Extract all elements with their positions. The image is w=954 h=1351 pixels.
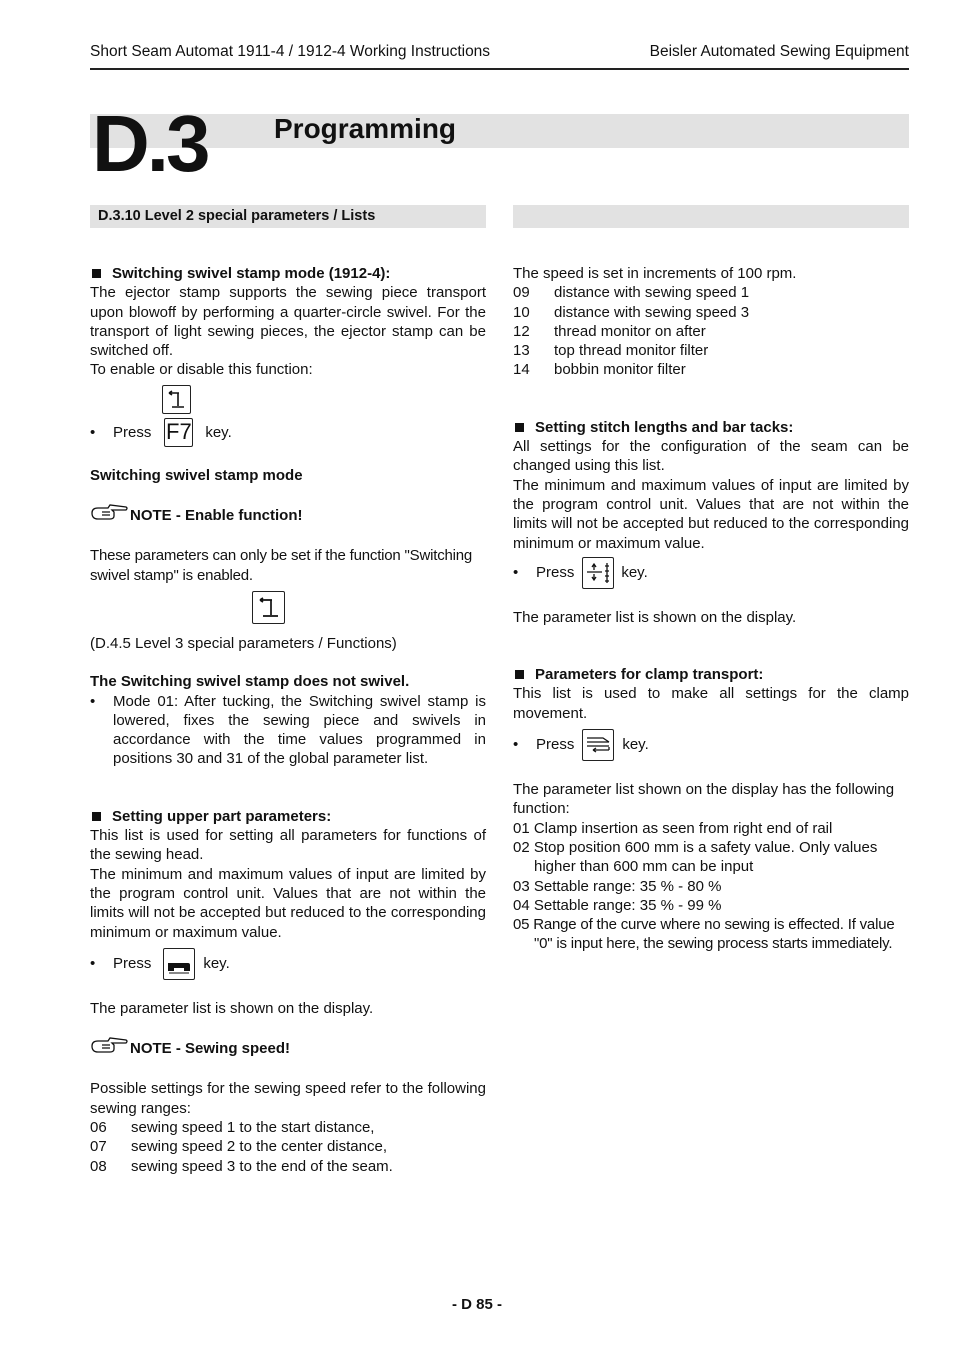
upper-heading: Setting upper part parameters: <box>90 807 486 826</box>
press-clamp-row <box>513 729 909 761</box>
note2-title: NOTE - Sewing speed! <box>130 1040 291 1058</box>
press-label: Press <box>113 423 152 441</box>
page-number: - D 85 - <box>451 1296 502 1313</box>
stitch-heading: Setting stitch lengths and bar tacks: <box>513 418 909 437</box>
list-item: 09 distance with sewing speed 1 <box>513 284 750 302</box>
list-item: 12 thread monitor on after <box>513 322 706 340</box>
note1-title: NOTE - Enable function! <box>130 507 303 525</box>
swivel-paragraph: The ejector stamp supports the sewing piece transport upon blowoff by performing a quarter-circle swivel. For the transport of light sewing pieces, the ejector stamp can be switched off. <box>90 284 486 360</box>
list-item: 08 sewing speed 3 to the end of the seam. <box>90 1157 393 1175</box>
press-label: Press <box>536 564 575 582</box>
key-label: key. <box>203 955 230 973</box>
header-rule <box>90 68 909 70</box>
key-label: key. <box>622 736 649 754</box>
pointing-hand-icon <box>90 1037 130 1060</box>
stitch-paragraph-1: All settings for the configuration of the seam can be changed using this list. <box>513 438 909 475</box>
press-upper-row <box>90 948 486 980</box>
section-band-right <box>513 205 909 228</box>
enable-text: To enable or disable this function: <box>90 361 313 379</box>
list-item: 06 sewing speed 1 to the start distance, <box>90 1119 375 1137</box>
stitch-shown-text: The parameter list is shown on the display. <box>513 608 797 626</box>
list-item: 05 Range of the curve where no sewing is effected. If value "0" is input here, the sewing process starts immediately. <box>513 916 895 953</box>
list-shown-text: The parameter list is shown on the display. <box>90 999 374 1017</box>
increments-text: The speed is set in increments of 100 rpm. <box>513 265 797 282</box>
list-item: 07 sewing speed 2 to the center distance, <box>90 1138 387 1156</box>
square-bullet-icon <box>515 670 524 679</box>
clamp-heading: Parameters for clamp transport: <box>513 665 909 684</box>
mode-heading: Switching swivel stamp mode <box>90 466 303 484</box>
chapter-number: D.3 <box>92 99 208 188</box>
square-bullet-icon <box>92 812 101 821</box>
speed-paragraph: Possible settings for the sewing speed refer to the following sewing ranges: <box>90 1080 486 1117</box>
key-label: key. <box>205 423 232 441</box>
press-f7-row <box>90 418 486 447</box>
left-column <box>90 264 486 1176</box>
square-bullet-icon <box>515 423 524 432</box>
bullet-icon: • <box>90 692 96 710</box>
mode01-text: Mode 01: After tucking, the Switching swivel stamp is lowered, fixes the sewing piece and swivels in accordance with the time values programmed in positions 30 and 31 of the global parameter list. <box>113 692 486 768</box>
bullet-icon: • <box>513 736 519 754</box>
right-column <box>513 264 909 954</box>
note-enable <box>90 504 486 527</box>
list-item: 13 top thread monitor filter <box>513 342 709 360</box>
press-label: Press <box>113 955 152 973</box>
swivel-heading: Switching swivel stamp mode (1912-4): <box>90 264 486 283</box>
clamp-transport-key[interactable] <box>582 729 614 761</box>
header-right: Beisler Automated Sewing Equipment <box>649 43 909 60</box>
bullet-icon: • <box>90 955 96 973</box>
not-swivel-heading: The Switching swivel stamp does not swivel. <box>90 673 410 691</box>
list-item: 14 bobbin monitor filter <box>513 361 686 379</box>
list-item: 04 Settable range: 35 % - 99 % <box>513 896 722 914</box>
note-sewing-speed <box>90 1037 486 1060</box>
sewing-head-key[interactable] <box>163 948 195 980</box>
list-item: 03 Settable range: 35 % - 80 % <box>513 877 722 895</box>
stitch-paragraph-2: The minimum and maximum values of input are limited by the program control unit. Values that are not within the limits will not be accepted but reduced to the corresponding minimum or maximum value. <box>513 476 909 552</box>
swivel-stamp-key-icon <box>252 591 285 624</box>
note1-text: These parameters can only be set if the function "Switching swivel stamp" is enabled. <box>90 547 473 584</box>
upper-paragraph-1: This list is used for setting all parameters for functions of the sewing head. <box>90 827 486 864</box>
list-item: 02 Stop position 600 mm is a safety value. Only values higher than 600 mm can be input <box>513 838 878 876</box>
swivel-stamp-key-icon <box>162 385 191 414</box>
pointing-hand-icon <box>90 504 130 527</box>
upper-paragraph-2: The minimum and maximum values of input are limited by the program control unit. Values that are not within the limits will not be accepted but reduced to the corresponding minimum or maximum value. <box>90 865 486 941</box>
clamp-paragraph: This list is used to make all settings for the clamp movement. <box>513 685 909 722</box>
list-item: 01 Clamp insertion as seen from right end of rail <box>513 819 833 837</box>
clamp-function-text: The parameter list shown on the display has the following function: <box>513 781 895 818</box>
chapter-title: Programming <box>274 113 457 144</box>
bullet-icon: • <box>90 423 96 441</box>
bullet-icon: • <box>513 564 519 582</box>
square-bullet-icon <box>92 269 101 278</box>
press-stitch-row <box>513 557 909 589</box>
enable-key-block <box>90 591 486 624</box>
swivel-key-block <box>90 385 486 414</box>
key-label: key. <box>621 564 648 582</box>
reference-text: (D.4.5 Level 3 special parameters / Functions) <box>90 634 397 652</box>
stitch-length-key[interactable] <box>582 557 614 589</box>
section-title: D.3.10 Level 2 special parameters / Lists <box>98 208 376 224</box>
f7-key[interactable]: F7 <box>164 418 193 447</box>
chapter-band <box>90 114 909 148</box>
list-item: 10 distance with sewing speed 3 <box>513 303 750 321</box>
header-left: Short Seam Automat 1911-4 / 1912-4 Working Instructions <box>90 43 491 60</box>
mode01-item <box>90 692 486 769</box>
press-label: Press <box>536 736 575 754</box>
